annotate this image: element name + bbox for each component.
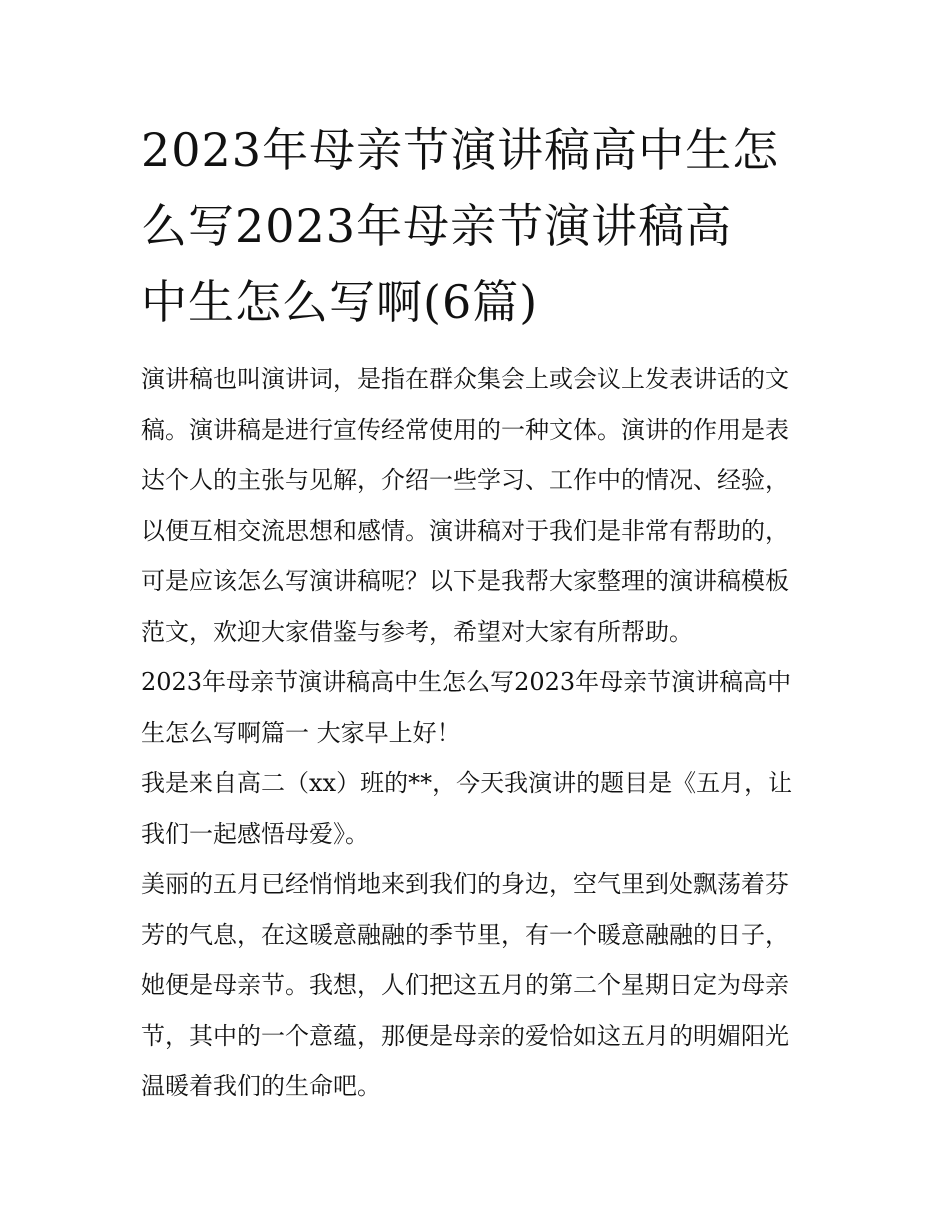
title-line: 中生怎么写啊(6篇): [141, 275, 539, 329]
body-line: 她便是母亲节。我想，人们把这五月的第二个星期日定为母亲: [141, 971, 789, 999]
body-line: 可是应该怎么写演讲稿呢？以下是我帮大家整理的演讲稿模板: [141, 567, 789, 595]
body-line: 节，其中的一个意蕴，那便是母亲的爱恰如这五月的明媚阳光: [141, 1021, 789, 1050]
document-title: [141, 112, 821, 340]
body-line: 稿。演讲稿是进行宣传经常使用的一种文体。演讲的作用是表: [141, 415, 789, 444]
body-line: 以便互相交流思想和感情。演讲稿对于我们是非常有帮助的，: [141, 516, 789, 545]
body-line: 芳的气息，在这暖意融融的季节里，有一个暖意融融的日子，: [141, 920, 789, 949]
body-line: 温暖着我们的生命吧。: [141, 1072, 381, 1100]
body-line: 我们一起感悟母爱》。: [141, 819, 369, 848]
body-line: 范文，欢迎大家借鉴与参考，希望对大家有所帮助。: [141, 617, 693, 646]
document-body: [141, 354, 821, 1112]
body-line: 达个人的主张与见解，介绍一些学习、工作中的情况、经验，: [141, 466, 789, 494]
body-line: 我是来自高二（xx）班的**，今天我演讲的题目是《五月，让: [141, 769, 793, 797]
body-line: 2023年母亲节演讲稿高中生怎么写2023年母亲节演讲稿高中: [141, 668, 792, 696]
title-line: 么写2023年母亲节演讲稿高: [141, 199, 733, 253]
title-line: 2023年母亲节演讲稿高中生怎: [141, 123, 780, 177]
body-line: 演讲稿也叫演讲词，是指在群众集会上或会议上发表讲话的文: [141, 365, 789, 393]
body-line: 美丽的五月已经悄悄地来到我们的身边，空气里到处飘荡着芬: [141, 870, 789, 898]
body-line: 生怎么写啊篇一 大家早上好！: [141, 718, 461, 747]
